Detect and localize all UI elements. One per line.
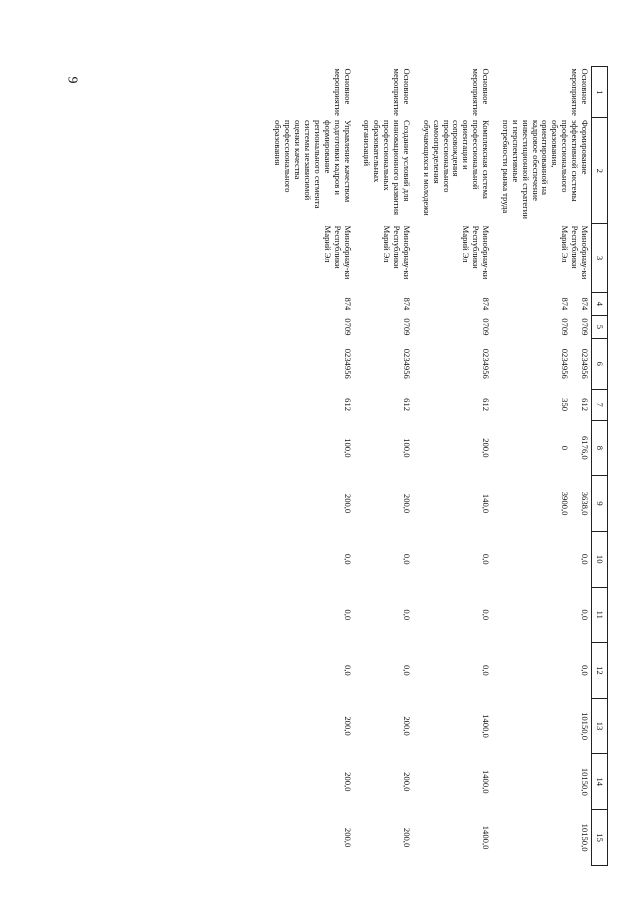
header-cell-1: 1 bbox=[592, 67, 608, 118]
table-row bbox=[265, 67, 354, 866]
header-cell-6: 6 bbox=[592, 338, 608, 389]
cell-c3: Минобрнау-ки Республики Марий Эл bbox=[461, 225, 492, 280]
cell-value: 612 bbox=[580, 398, 590, 412]
table-row bbox=[413, 67, 492, 866]
cell-c3: Минобрнау-ки Республики Марий Эл bbox=[322, 225, 353, 280]
cell-c3: Минобрнау-ки Республики Марий Эл bbox=[382, 225, 412, 280]
cell-value: 0709 bbox=[342, 318, 353, 336]
cell-c2: Комплексная система профессиональной ориентации и сопровождения профессионального самоопределения обучающихся и молодежи bbox=[421, 119, 492, 216]
cell-value: 874 bbox=[402, 297, 412, 311]
cell-c3: Минобрнау-ки Республики Марий Эл bbox=[560, 225, 590, 280]
cell-c9 bbox=[492, 476, 591, 532]
cell-c8 bbox=[354, 420, 413, 476]
header-cell-3: 3 bbox=[592, 224, 608, 293]
cell-value: 612 bbox=[342, 398, 353, 412]
cell-value: 100,0 bbox=[402, 438, 412, 458]
header-cell-15: 15 bbox=[592, 810, 608, 866]
cell-c6 bbox=[492, 338, 591, 389]
cell-value: 0709 bbox=[481, 318, 492, 336]
header-cell-7: 7 bbox=[592, 389, 608, 420]
cell-value: 200,0 bbox=[342, 493, 353, 514]
cell-c5 bbox=[492, 315, 591, 338]
cell-value: 6176,0 bbox=[580, 436, 590, 460]
cell-c12: 0,0 bbox=[342, 664, 353, 676]
cell-value: 350 bbox=[560, 398, 571, 412]
cell-c7 bbox=[413, 389, 492, 420]
cell-c9 bbox=[265, 476, 354, 532]
cell-value: 200,0 bbox=[481, 438, 492, 458]
cell-c13: 10150,0 bbox=[580, 712, 590, 740]
cell-value: 874 bbox=[560, 297, 571, 311]
cell-c11: 0,0 bbox=[580, 609, 590, 621]
cell-c14: 1400,0 bbox=[481, 769, 492, 794]
cell-value: 3638,0 bbox=[580, 491, 590, 516]
cell-value: 0234956 bbox=[481, 348, 492, 379]
cell-value: 874 bbox=[342, 297, 353, 311]
cell-c13: 200,0 bbox=[402, 716, 412, 736]
cell-value: 874 bbox=[481, 297, 492, 311]
rotated-table-sheet bbox=[108, 66, 608, 866]
cell-c7 bbox=[492, 389, 591, 420]
cell-c15: 200,0 bbox=[342, 827, 353, 848]
cell-c5 bbox=[354, 315, 413, 338]
cell-c10: 0,0 bbox=[481, 553, 492, 565]
cell-c1: Основное мероприятие bbox=[392, 68, 412, 116]
cell-c8 bbox=[413, 420, 492, 476]
cell-c8 bbox=[492, 420, 591, 476]
cell-c15: 1400,0 bbox=[481, 825, 492, 850]
header-cell-11: 11 bbox=[592, 587, 608, 643]
cell-value: 0234956 bbox=[560, 348, 571, 379]
cell-value: 0709 bbox=[560, 318, 571, 336]
cell-c11: 0,0 bbox=[342, 609, 353, 621]
table-row bbox=[492, 67, 591, 866]
cell-value: 200,0 bbox=[402, 493, 412, 514]
cell-c12: 0,0 bbox=[481, 664, 492, 676]
cell-c15: 200,0 bbox=[402, 827, 412, 848]
cell-c8 bbox=[265, 420, 354, 476]
cell-value: 0709 bbox=[580, 318, 590, 336]
cell-c4 bbox=[492, 292, 591, 315]
header-row bbox=[592, 67, 608, 866]
cell-value: 140,0 bbox=[481, 493, 492, 514]
cell-c5 bbox=[413, 315, 492, 338]
budget-table bbox=[265, 66, 608, 866]
cell-c2: Формирование эффективной системы профессионального образования, ориентированной на кадровое обеспечение инвестиционной стратегии и перспективные потребности рынка труда bbox=[501, 119, 590, 219]
cell-c4 bbox=[354, 292, 413, 315]
cell-c4 bbox=[265, 292, 354, 315]
cell-c2: Управление качеством подготовки кадров и формирование регионального сегмента системы независимой оценки качества профессионального образования bbox=[273, 119, 353, 209]
header-cell-5: 5 bbox=[592, 315, 608, 338]
cell-c13: 1400,0 bbox=[481, 714, 492, 738]
cell-value: 0234956 bbox=[580, 348, 590, 379]
cell-c1: Основное мероприятие bbox=[570, 68, 590, 116]
header-cell-10: 10 bbox=[592, 531, 608, 587]
cell-c6 bbox=[354, 338, 413, 389]
cell-c6 bbox=[265, 338, 354, 389]
header-cell-2: 2 bbox=[592, 118, 608, 224]
header-cell-14: 14 bbox=[592, 754, 608, 810]
header-cell-12: 12 bbox=[592, 643, 608, 699]
cell-c11: 0,0 bbox=[481, 609, 492, 621]
cell-c4 bbox=[413, 292, 492, 315]
cell-c9 bbox=[413, 476, 492, 532]
cell-c15: 10150,0 bbox=[580, 823, 590, 852]
cell-value: 0234956 bbox=[342, 348, 353, 379]
cell-value: 0709 bbox=[402, 318, 412, 336]
table-row bbox=[354, 67, 413, 866]
cell-c7 bbox=[354, 389, 413, 420]
header-cell-13: 13 bbox=[592, 698, 608, 754]
header-cell-4: 4 bbox=[592, 292, 608, 315]
cell-value: 874 bbox=[580, 297, 590, 311]
cell-c1: Основное мероприятие bbox=[332, 68, 353, 116]
cell-c10: 0,0 bbox=[402, 553, 412, 565]
cell-c5 bbox=[265, 315, 354, 338]
cell-c12: 0,0 bbox=[402, 664, 412, 676]
cell-value: 3900,0 bbox=[560, 491, 571, 516]
cell-value: 612 bbox=[481, 398, 492, 412]
cell-value: 0 bbox=[560, 445, 571, 451]
cell-c14: 200,0 bbox=[342, 772, 353, 792]
page-number: 9 bbox=[64, 76, 80, 84]
cell-c13: 200,0 bbox=[342, 716, 353, 736]
cell-c10: 0,0 bbox=[580, 553, 590, 565]
cell-value: 612 bbox=[402, 398, 412, 412]
cell-c10: 0,0 bbox=[342, 553, 353, 565]
cell-c14: 10150,0 bbox=[580, 767, 590, 796]
header-cell-9: 9 bbox=[592, 476, 608, 532]
cell-c2: Создание условий для инновационного развития профессиональных образовательных организаций bbox=[362, 119, 412, 216]
cell-c6 bbox=[413, 338, 492, 389]
header-cell-8: 8 bbox=[592, 420, 608, 476]
cell-c1: Основное мероприятие bbox=[471, 68, 492, 116]
cell-c9 bbox=[354, 476, 413, 532]
cell-value: 100,0 bbox=[342, 438, 353, 458]
cell-c14: 200,0 bbox=[402, 772, 412, 792]
cell-c7 bbox=[265, 389, 354, 420]
cell-value: 0234956 bbox=[402, 348, 412, 379]
cell-c11: 0,0 bbox=[402, 609, 412, 621]
cell-c12: 0,0 bbox=[580, 664, 590, 676]
